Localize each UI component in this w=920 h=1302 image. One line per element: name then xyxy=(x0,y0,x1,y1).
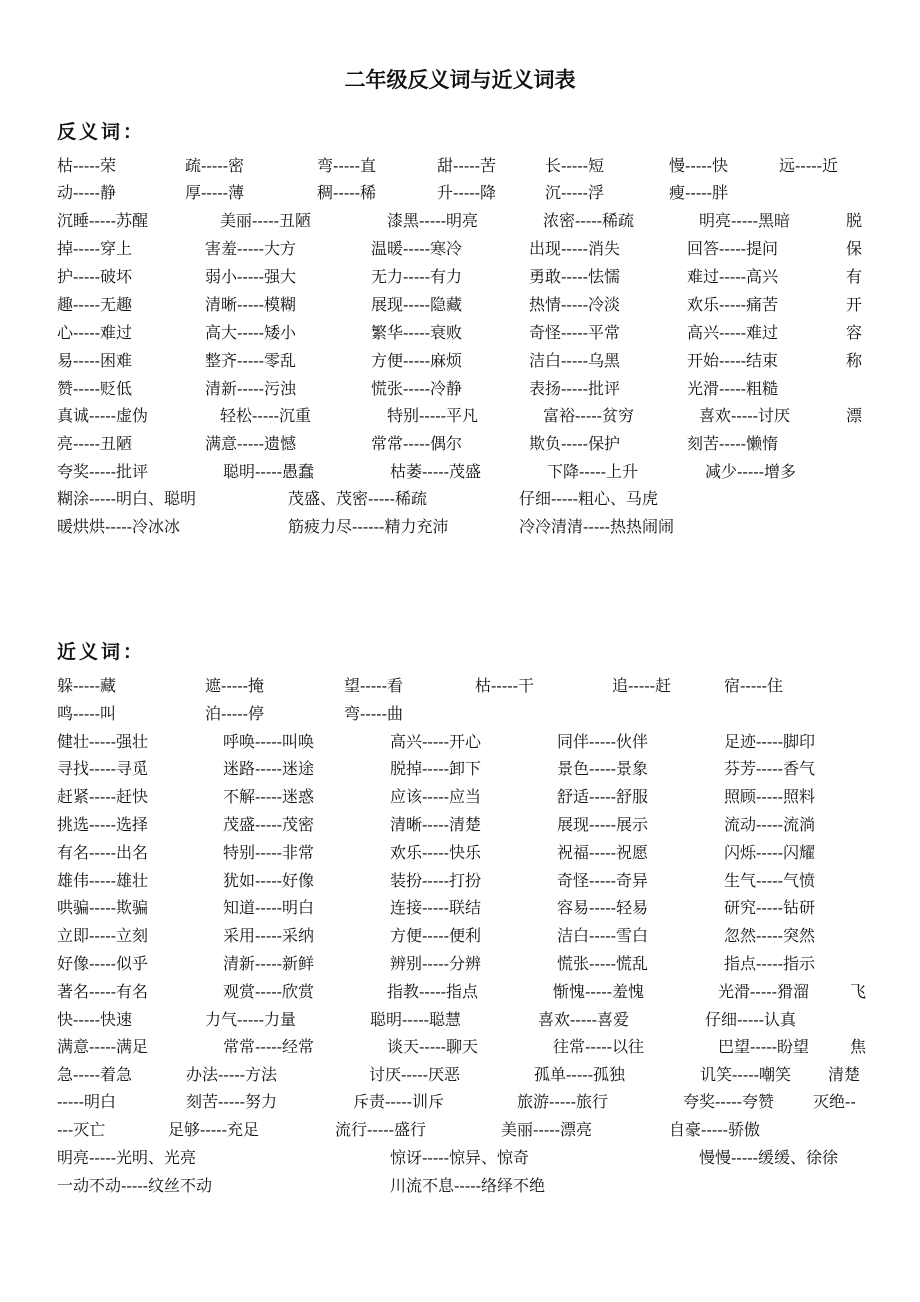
antonym-pair: 容 xyxy=(846,323,863,342)
synonym-pair: 高兴-----开心 xyxy=(390,732,482,751)
synonym-pair: 好像-----似乎 xyxy=(57,954,149,973)
synonym-row xyxy=(57,1008,867,1032)
page-title: 二年级反义词与近义词表 xyxy=(344,68,576,92)
antonym-pair: 护-----破坏 xyxy=(57,267,133,286)
synonym-pair: 采用-----采纳 xyxy=(223,926,315,945)
antonym-pair: 喜欢-----讨厌 xyxy=(699,406,791,425)
synonym-pair: 自豪-----骄傲 xyxy=(669,1120,761,1139)
antonym-pair: 高兴-----难过 xyxy=(687,323,779,342)
antonym-row xyxy=(57,432,867,456)
synonym-row xyxy=(57,785,867,809)
synonym-pair: 寻找-----寻觅 xyxy=(57,759,149,778)
synonym-row xyxy=(57,674,867,698)
synonym-pair: 清新-----新鲜 xyxy=(223,954,315,973)
synonym-pair: -----明白 xyxy=(57,1092,117,1111)
synonym-pair: 连接-----联结 xyxy=(390,898,482,917)
synonym-pair: 遮-----掩 xyxy=(205,676,265,695)
synonym-pair: 力气-----力量 xyxy=(205,1010,297,1029)
antonym-pair: 常常-----偶尔 xyxy=(371,434,463,453)
antonym-pair: 枯-----荣 xyxy=(57,156,117,175)
synonym-pair: 美丽-----漂亮 xyxy=(501,1120,593,1139)
synonym-row xyxy=(57,730,867,754)
synonym-pair: 照顾-----照料 xyxy=(724,787,816,806)
antonym-pair: 清晰-----模糊 xyxy=(205,295,297,314)
antonym-row xyxy=(57,209,867,233)
synonym-pair: 脱掉-----卸下 xyxy=(390,759,482,778)
antonym-pair: 漂 xyxy=(846,406,863,425)
antonym-pair: 勇敢-----怯懦 xyxy=(529,267,621,286)
synonym-row xyxy=(57,869,867,893)
synonym-pair: 流动-----流淌 xyxy=(724,815,816,834)
synonym-pair: 研究-----钻研 xyxy=(724,898,816,917)
synonym-pair: 著名-----有名 xyxy=(57,982,149,1001)
synonym-pair: 宿-----住 xyxy=(724,676,784,695)
antonym-pair: 开 xyxy=(846,295,863,314)
antonym-pair: 厚-----薄 xyxy=(185,183,245,202)
antonym-pair: 热情-----冷淡 xyxy=(529,295,621,314)
antonym-pair: 慌张-----冷静 xyxy=(371,379,463,398)
antonym-pair: 心-----难过 xyxy=(57,323,133,342)
synonym-pair: 惭愧-----羞愧 xyxy=(553,982,645,1001)
synonym-row xyxy=(57,980,867,1004)
synonym-pair: 闪烁-----闪耀 xyxy=(724,843,816,862)
synonym-pair: 夸奖-----夸赞 xyxy=(683,1092,775,1111)
synonym-pair: 有名-----出名 xyxy=(57,843,149,862)
antonym-pair: 表扬-----批评 xyxy=(529,379,621,398)
antonym-pair: 欺负-----保护 xyxy=(529,434,621,453)
synonym-row xyxy=(57,757,867,781)
synonym-pair: 洁白-----雪白 xyxy=(557,926,649,945)
antonym-pair: 欢乐-----痛苦 xyxy=(687,295,779,314)
antonym-row xyxy=(57,487,867,511)
synonym-pair: 知道-----明白 xyxy=(223,898,315,917)
antonym-row xyxy=(57,460,867,484)
antonym-pair: 方便-----麻烦 xyxy=(371,351,463,370)
synonym-pair: 巴望-----盼望 xyxy=(718,1037,810,1056)
synonym-pair: 哄骗-----欺骗 xyxy=(57,898,149,917)
synonym-row xyxy=(57,1118,867,1142)
synonym-pair: 健壮-----强壮 xyxy=(57,732,149,751)
synonym-pair: 迷路-----迷途 xyxy=(223,759,315,778)
antonym-pair: 亮-----丑陋 xyxy=(57,434,133,453)
antonym-pair: 整齐-----零乱 xyxy=(205,351,297,370)
antonym-pair: 刻苦-----懒惰 xyxy=(687,434,779,453)
synonym-pair: 急-----着急 xyxy=(57,1065,133,1084)
antonym-row xyxy=(57,515,867,539)
antonym-pair: 沉睡-----苏醒 xyxy=(57,211,149,230)
synonym-pair: 雄伟-----雄壮 xyxy=(57,871,149,890)
synonym-pair: 舒适-----舒服 xyxy=(557,787,649,806)
antonym-pair: 奇怪-----平常 xyxy=(529,323,621,342)
antonym-pair: 漆黑-----明亮 xyxy=(387,211,479,230)
antonym-pair: 称 xyxy=(846,351,863,370)
antonym-pair: 特别-----平凡 xyxy=(387,406,479,425)
antonym-pair: 疏-----密 xyxy=(185,156,245,175)
antonym-pair: 趣-----无趣 xyxy=(57,295,133,314)
synonym-pair: 躲-----藏 xyxy=(57,676,117,695)
synonym-pair: 弯-----曲 xyxy=(344,704,404,723)
synonym-row xyxy=(57,924,867,948)
antonym-pair: 冷冷清清-----热热闹闹 xyxy=(519,517,675,536)
synonym-pair: 讥笑-----嘲笑 xyxy=(700,1065,792,1084)
synonym-pair: 祝福-----祝愿 xyxy=(557,843,649,862)
synonym-pair: 讨厌-----厌恶 xyxy=(369,1065,461,1084)
antonym-row xyxy=(57,265,867,289)
antonym-row xyxy=(57,293,867,317)
synonym-pair: 欢乐-----快乐 xyxy=(390,843,482,862)
synonym-pair: 满意-----满足 xyxy=(57,1037,149,1056)
synonym-pair: 赶紧-----赶快 xyxy=(57,787,149,806)
synonym-pair: 喜欢-----喜爱 xyxy=(538,1010,630,1029)
antonym-pair: 沉-----浮 xyxy=(545,183,605,202)
synonym-pair: 斥责-----训斥 xyxy=(353,1092,445,1111)
antonym-pair: 美丽-----丑陋 xyxy=(220,211,312,230)
antonym-pair: 糊涂-----明白、聪明 xyxy=(57,489,197,508)
antonym-pair: 保 xyxy=(846,239,863,258)
antonym-pair: 弯-----直 xyxy=(317,156,377,175)
antonym-pair: 慢-----快 xyxy=(669,156,729,175)
synonym-pair: 枯-----干 xyxy=(475,676,535,695)
synonym-pair: 望-----看 xyxy=(344,676,404,695)
synonym-pair: 清晰-----清楚 xyxy=(390,815,482,834)
antonym-pair: 稠-----稀 xyxy=(317,183,377,202)
antonym-pair: 开始-----结束 xyxy=(687,351,779,370)
synonym-pair: 一动不动-----纹丝不动 xyxy=(57,1176,213,1195)
antonym-pair: 展现-----隐藏 xyxy=(371,295,463,314)
antonym-pair: 满意-----遗憾 xyxy=(205,434,297,453)
synonym-pair: 应该-----应当 xyxy=(390,787,482,806)
synonym-pair: 挑选-----选择 xyxy=(57,815,149,834)
synonym-pair: 川流不息-----络绎不绝 xyxy=(390,1176,546,1195)
synonym-pair: 灭绝-- xyxy=(813,1092,856,1111)
synonym-pair: 立即-----立刻 xyxy=(57,926,149,945)
synonym-row xyxy=(57,1174,867,1198)
antonym-pair: 温暖-----寒冷 xyxy=(371,239,463,258)
antonym-row xyxy=(57,377,867,401)
antonym-pair: 暖烘烘-----冷冰冰 xyxy=(57,517,181,536)
synonym-pair: 容易-----轻易 xyxy=(557,898,649,917)
synonym-pair: 忽然-----突然 xyxy=(724,926,816,945)
synonym-pair: 光滑-----猾溜 xyxy=(718,982,810,1001)
antonym-pair: 轻松-----沉重 xyxy=(220,406,312,425)
antonym-heading: 反义词： xyxy=(57,121,146,143)
antonym-pair: 减少-----增多 xyxy=(705,462,797,481)
synonym-pair: ---灭亡 xyxy=(57,1120,106,1139)
synonym-heading: 近义词： xyxy=(57,641,146,663)
antonym-pair: 害羞-----大方 xyxy=(205,239,297,258)
synonym-pair: 孤单-----孤独 xyxy=(534,1065,626,1084)
synonym-pair: 明亮-----光明、光亮 xyxy=(57,1148,197,1167)
synonym-row xyxy=(57,896,867,920)
antonym-row xyxy=(57,349,867,373)
antonym-row xyxy=(57,321,867,345)
antonym-pair: 甜-----苦 xyxy=(437,156,497,175)
synonym-pair: 旅游-----旅行 xyxy=(517,1092,609,1111)
antonym-pair: 出现-----消失 xyxy=(529,239,621,258)
antonym-pair: 长-----短 xyxy=(545,156,605,175)
synonym-pair: 流行-----盛行 xyxy=(335,1120,427,1139)
synonym-pair: 呼唤-----叫唤 xyxy=(223,732,315,751)
synonym-pair: 办法-----方法 xyxy=(186,1065,278,1084)
synonym-pair: 辨别-----分辨 xyxy=(390,954,482,973)
antonym-row xyxy=(57,237,867,261)
antonym-pair: 赞-----贬低 xyxy=(57,379,133,398)
synonym-pair: 足够-----充足 xyxy=(168,1120,260,1139)
synonym-pair: 慌张-----慌乱 xyxy=(557,954,649,973)
antonym-row xyxy=(57,404,867,428)
antonym-pair: 富裕-----贫穷 xyxy=(543,406,635,425)
synonym-pair: 生气-----气愤 xyxy=(724,871,816,890)
antonym-pair: 远-----近 xyxy=(779,156,839,175)
antonym-pair: 下降-----上升 xyxy=(547,462,639,481)
synonym-row xyxy=(57,952,867,976)
antonym-pair: 高大-----矮小 xyxy=(205,323,297,342)
synonym-pair: 刻苦-----努力 xyxy=(186,1092,278,1111)
synonym-row xyxy=(57,841,867,865)
synonym-pair: 指点-----指示 xyxy=(724,954,816,973)
antonym-pair: 枯萎-----茂盛 xyxy=(390,462,482,481)
synonym-pair: 清楚 xyxy=(828,1065,861,1084)
antonym-pair: 弱小-----强大 xyxy=(205,267,297,286)
synonym-pair: 同伴-----伙伴 xyxy=(557,732,649,751)
synonym-pair: 展现-----展示 xyxy=(557,815,649,834)
synonym-pair: 飞 xyxy=(850,982,867,1001)
synonym-pair: 鸣-----叫 xyxy=(57,704,117,723)
antonym-pair: 繁华-----衰败 xyxy=(371,323,463,342)
antonym-pair: 掉-----穿上 xyxy=(57,239,133,258)
antonym-pair: 光滑-----粗糙 xyxy=(687,379,779,398)
antonym-pair: 瘦-----胖 xyxy=(669,183,729,202)
antonym-pair: 聪明-----愚蠢 xyxy=(223,462,315,481)
antonym-pair: 脱 xyxy=(846,211,863,230)
antonym-pair: 洁白-----乌黑 xyxy=(529,351,621,370)
synonym-pair: 奇怪-----奇异 xyxy=(557,871,649,890)
synonym-pair: 茂盛-----茂密 xyxy=(223,815,315,834)
synonym-pair: 指教-----指点 xyxy=(387,982,479,1001)
antonym-pair: 真诚-----虚伪 xyxy=(57,406,149,425)
synonym-pair: 泊-----停 xyxy=(205,704,265,723)
antonym-pair: 无力-----有力 xyxy=(371,267,463,286)
synonym-pair: 景色-----景象 xyxy=(557,759,649,778)
synonym-pair: 慢慢-----缓缓、徐徐 xyxy=(699,1148,839,1167)
antonym-pair: 升-----降 xyxy=(437,183,497,202)
synonym-row xyxy=(57,813,867,837)
synonym-pair: 追-----赶 xyxy=(612,676,672,695)
synonym-row xyxy=(57,1090,867,1114)
synonym-pair: 装扮-----打扮 xyxy=(390,871,482,890)
antonym-pair: 仔细-----粗心、马虎 xyxy=(519,489,659,508)
synonym-row xyxy=(57,702,867,726)
synonym-pair: 往常-----以往 xyxy=(553,1037,645,1056)
antonym-pair: 清新-----污浊 xyxy=(205,379,297,398)
synonym-row xyxy=(57,1146,867,1170)
synonym-pair: 犹如-----好像 xyxy=(223,871,315,890)
synonym-pair: 观赏-----欣赏 xyxy=(223,982,315,1001)
antonym-pair: 难过-----高兴 xyxy=(687,267,779,286)
synonym-pair: 仔细-----认真 xyxy=(705,1010,797,1029)
synonym-pair: 特别-----非常 xyxy=(223,843,315,862)
synonym-row xyxy=(57,1035,867,1059)
synonym-pair: 方便-----便利 xyxy=(390,926,482,945)
antonym-pair: 浓密-----稀疏 xyxy=(543,211,635,230)
synonym-pair: 惊讶-----惊异、惊奇 xyxy=(390,1148,530,1167)
antonym-row xyxy=(57,181,867,205)
synonym-pair: 芬芳-----香气 xyxy=(724,759,816,778)
synonym-pair: 谈天-----聊天 xyxy=(387,1037,479,1056)
antonym-pair: 明亮-----黑暗 xyxy=(699,211,791,230)
synonym-pair: 足迹-----脚印 xyxy=(724,732,816,751)
antonym-pair: 茂盛、茂密-----稀疏 xyxy=(288,489,428,508)
synonym-row xyxy=(57,1063,867,1087)
antonym-pair: 筋疲力尽------精力充沛 xyxy=(288,517,449,536)
antonym-pair: 有 xyxy=(846,267,863,286)
antonym-pair: 动-----静 xyxy=(57,183,117,202)
antonym-pair: 易-----困难 xyxy=(57,351,133,370)
synonym-pair: 聪明-----聪慧 xyxy=(370,1010,462,1029)
antonym-pair: 回答-----提问 xyxy=(687,239,779,258)
synonym-pair: 快-----快速 xyxy=(57,1010,133,1029)
synonym-pair: 不解-----迷惑 xyxy=(223,787,315,806)
antonym-pair: 夸奖-----批评 xyxy=(57,462,149,481)
synonym-pair: 常常-----经常 xyxy=(223,1037,315,1056)
synonym-pair: 焦 xyxy=(850,1037,867,1056)
antonym-row xyxy=(57,154,867,178)
